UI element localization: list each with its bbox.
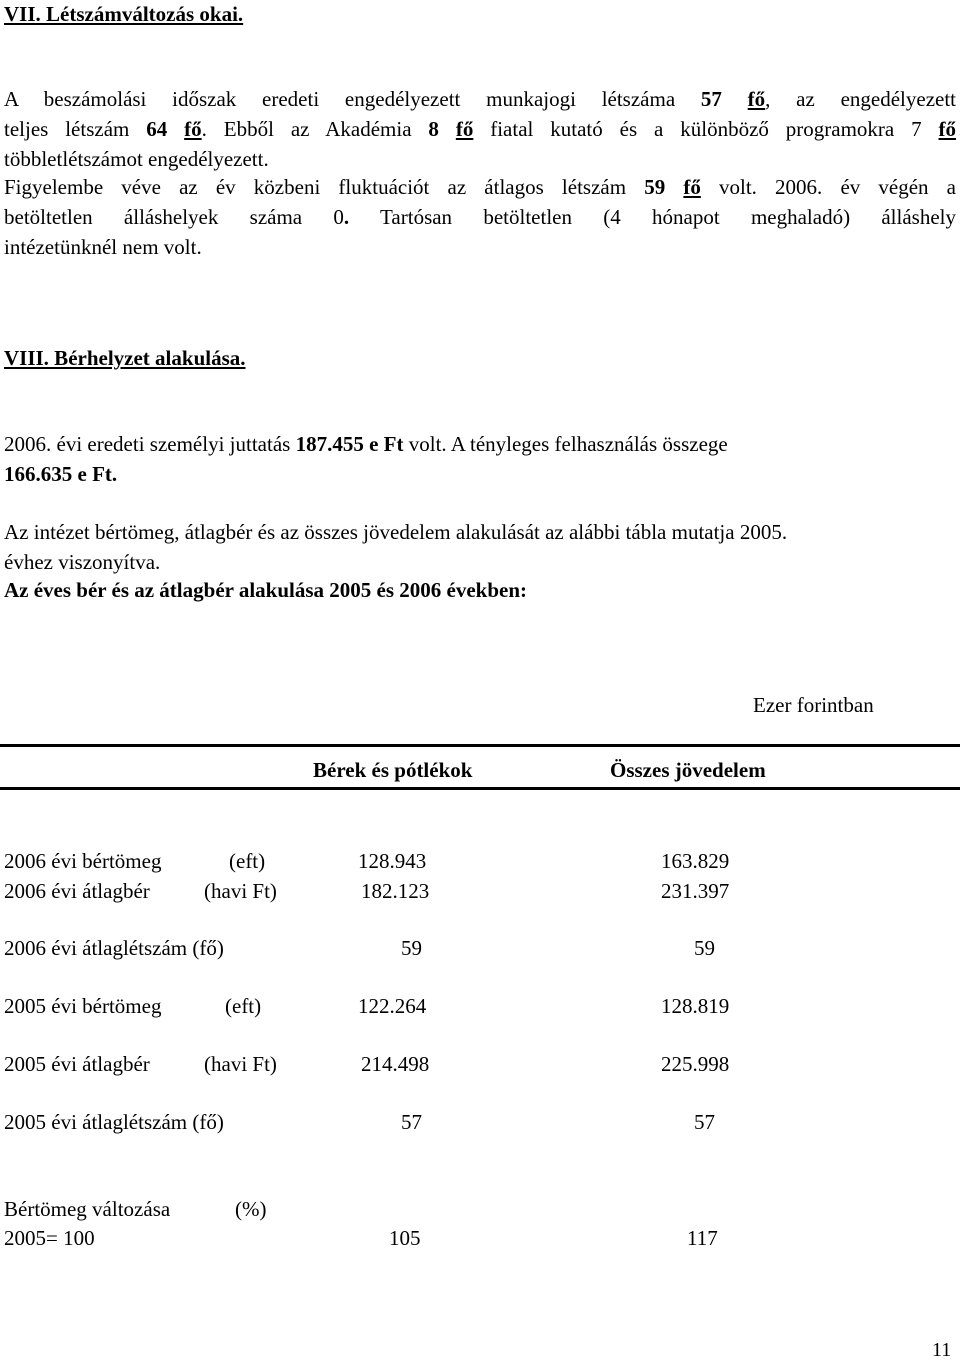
text-line: 166.635 e Ft. bbox=[4, 462, 118, 486]
row-label: Bértömeg változása bbox=[4, 1197, 171, 1221]
row-unit: (havi Ft) bbox=[204, 1052, 277, 1076]
text-line: teljes létszám 64 fő. Ebből az Akadémia 8 fő fiatal kutató és a különböző programokra 7 fő bbox=[4, 117, 957, 141]
row-label: 2006 évi bértömeg bbox=[4, 849, 162, 873]
text-line: Figyelembe véve az év közbeni fluktuációt az átlagos létszám 59 fő volt. 2006. év végén a bbox=[4, 175, 957, 199]
row-total-value: 57 bbox=[694, 1110, 715, 1134]
section-8-heading: VIII. Bérhelyzet alakulása. bbox=[4, 346, 246, 370]
row-label: 2006 évi átlaglétszám (fő) bbox=[4, 936, 224, 960]
row-total-value: 59 bbox=[694, 936, 715, 960]
page-number: 11 bbox=[932, 1339, 952, 1361]
row-label: 2005= 100 bbox=[4, 1226, 95, 1250]
section-8-paragraph-1 bbox=[4, 429, 956, 489]
table-row bbox=[4, 1107, 944, 1137]
row-unit: (eft) bbox=[229, 849, 266, 873]
row-total-value: 117 bbox=[687, 1226, 718, 1250]
row-wages-value: 128.943 bbox=[358, 849, 427, 873]
text-line: többletlétszámot engedélyezett. bbox=[4, 147, 269, 171]
section-7-paragraph-2 bbox=[4, 172, 956, 262]
table-row bbox=[4, 991, 944, 1021]
text-line: Az intézet bértömeg, átlagbér és az összes jövedelem alakulását az alábbi tábla mutatja 2005. bbox=[4, 520, 788, 544]
section-7-paragraph-1 bbox=[4, 84, 956, 174]
table-row bbox=[4, 876, 944, 906]
row-label: 2005 évi bértömeg bbox=[4, 994, 162, 1018]
row-label: 2006 évi átlagbér bbox=[4, 879, 150, 903]
table-row bbox=[4, 1223, 944, 1253]
row-label: 2005 évi átlagbér bbox=[4, 1052, 150, 1076]
row-total-value: 225.998 bbox=[661, 1052, 730, 1076]
table-row bbox=[4, 1194, 944, 1224]
table-top-rule bbox=[0, 744, 960, 747]
row-total-value: 128.819 bbox=[661, 994, 730, 1018]
text-line: betöltetlen álláshelyek száma 0. Tartósan betöltetlen (4 hónapot meghaladó) álláshely bbox=[4, 205, 956, 229]
table-unit-note: Ezer forintban bbox=[753, 693, 874, 717]
section-7-heading: VII. Létszámváltozás okai. bbox=[4, 2, 244, 26]
row-label: 2005 évi átlaglétszám (fő) bbox=[4, 1110, 224, 1134]
text-line: intézetünknél nem volt. bbox=[4, 235, 202, 259]
row-wages-value: 57 bbox=[401, 1110, 422, 1134]
row-unit: (havi Ft) bbox=[204, 879, 277, 903]
text-line: évhez viszonyítva. bbox=[4, 550, 161, 574]
row-wages-value: 214.498 bbox=[361, 1052, 430, 1076]
table-row bbox=[4, 1049, 944, 1079]
row-total-value: 163.829 bbox=[661, 849, 730, 873]
table-header-rule bbox=[0, 787, 960, 790]
section-8-paragraph-2 bbox=[4, 517, 956, 577]
table-title: Az éves bér és az átlagbér alakulása 2005 és 2006 években: bbox=[4, 578, 528, 602]
row-total-value: 231.397 bbox=[661, 879, 730, 903]
row-unit: (%) bbox=[235, 1197, 267, 1221]
row-wages-value: 105 bbox=[389, 1226, 421, 1250]
row-unit: (eft) bbox=[225, 994, 262, 1018]
table-row bbox=[4, 846, 944, 876]
row-wages-value: 122.264 bbox=[358, 994, 427, 1018]
text-line: A beszámolási időszak eredeti engedélyezett munkajogi létszáma 57 fő, az engedélyezett bbox=[4, 87, 957, 111]
text-line: 2006. évi eredeti személyi juttatás 187.455 e Ft volt. A tényleges felhasználás összege bbox=[4, 432, 728, 456]
row-wages-value: 59 bbox=[401, 936, 422, 960]
table-header-total-income: Összes jövedelem bbox=[610, 758, 766, 782]
row-wages-value: 182.123 bbox=[361, 879, 430, 903]
table-row bbox=[4, 933, 944, 963]
table-header-wages: Bérek és pótlékok bbox=[313, 758, 473, 782]
